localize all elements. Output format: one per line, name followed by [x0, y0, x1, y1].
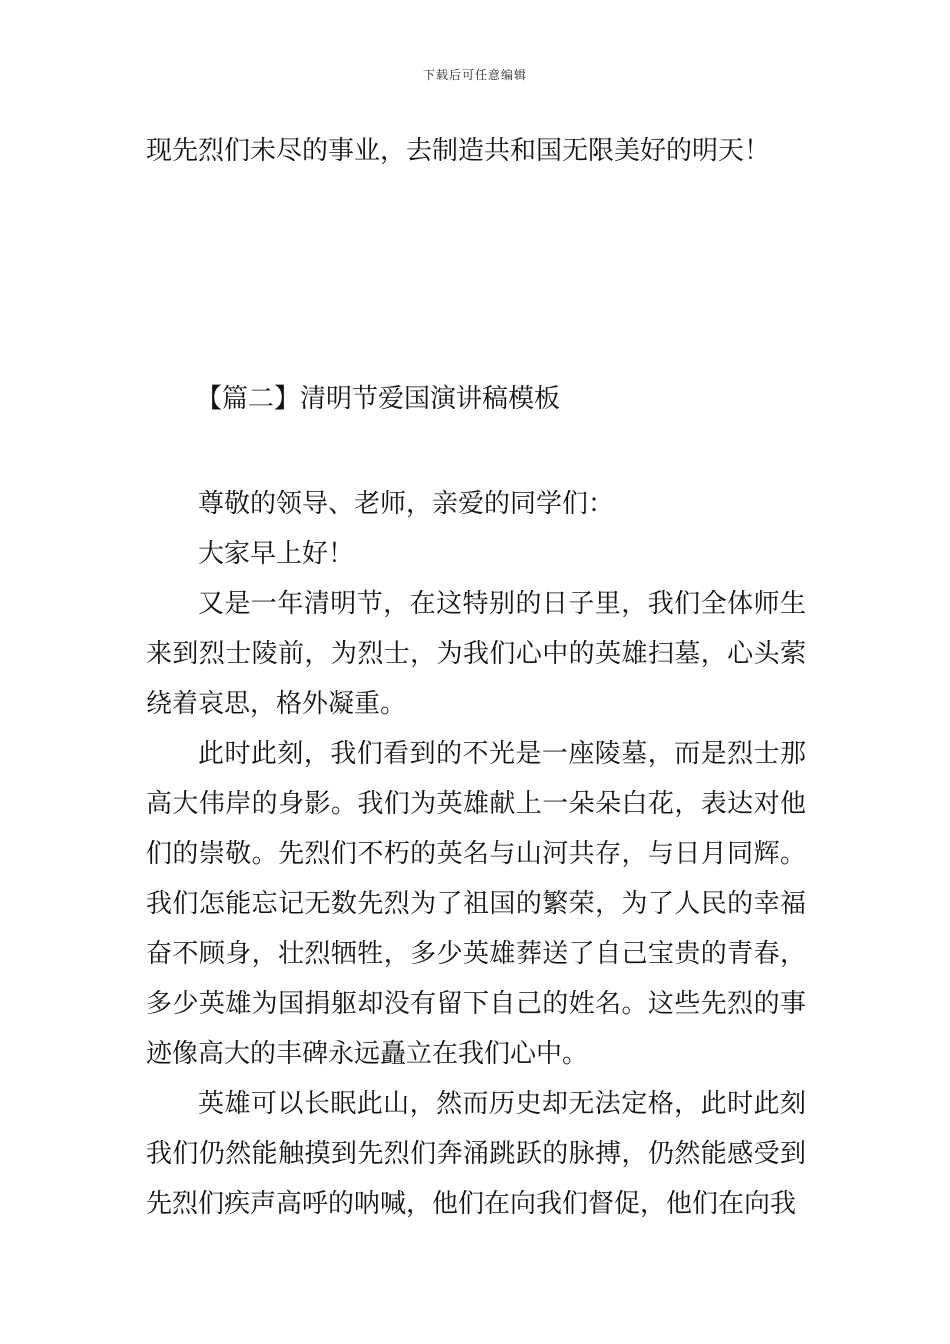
header-note: 下载后可任意编辑 [422, 68, 527, 82]
salutation-paragraph: 尊敬的领导、老师，亲爱的同学们： [198, 489, 615, 519]
body-paragraph: 又是一年清明节，在这特别的日子里，我们全体师生来到烈士陵前，为烈士，为我们心中的英雄扫墓，心头萦绕着哀思，格外凝重。 [146, 589, 806, 719]
body-paragraph: 此时此刻，我们看到的不光是一座陵墓，而是烈士那高大伟岸的身影。我们为英雄献上一朵朵白花，表达对他们的崇敬。先烈们不朽的英名与山河共存，与日月同辉。我们怎能忘记无数先烈为了祖国的繁荣，为了人民的幸福奋不顾身，壮烈牺牲，多少英雄葬送了自己宝贵的青春，多少英雄为国捐躯却没有留下自己的姓名。这些先烈的事迹像高大的丰碑永远矗立在我们心中。 [146, 739, 806, 1069]
greeting-paragraph: 大家早上好！ [198, 539, 355, 569]
continuation-line: 现先烈们未尽的事业，去制造共和国无限美好的明天！ [146, 136, 771, 166]
section-title: 【篇二】清明节爱国演讲稿模板 [196, 384, 561, 414]
speech-body [146, 479, 806, 1229]
body-paragraph: 英雄可以长眠此山，然而历史却无法定格，此时此刻我们仍然能触摸到先烈们奔涌跳跃的脉搏，仍然能感受到先烈们疾声高呼的呐喊，他们在向我们督促，他们在向我 [146, 1089, 806, 1219]
